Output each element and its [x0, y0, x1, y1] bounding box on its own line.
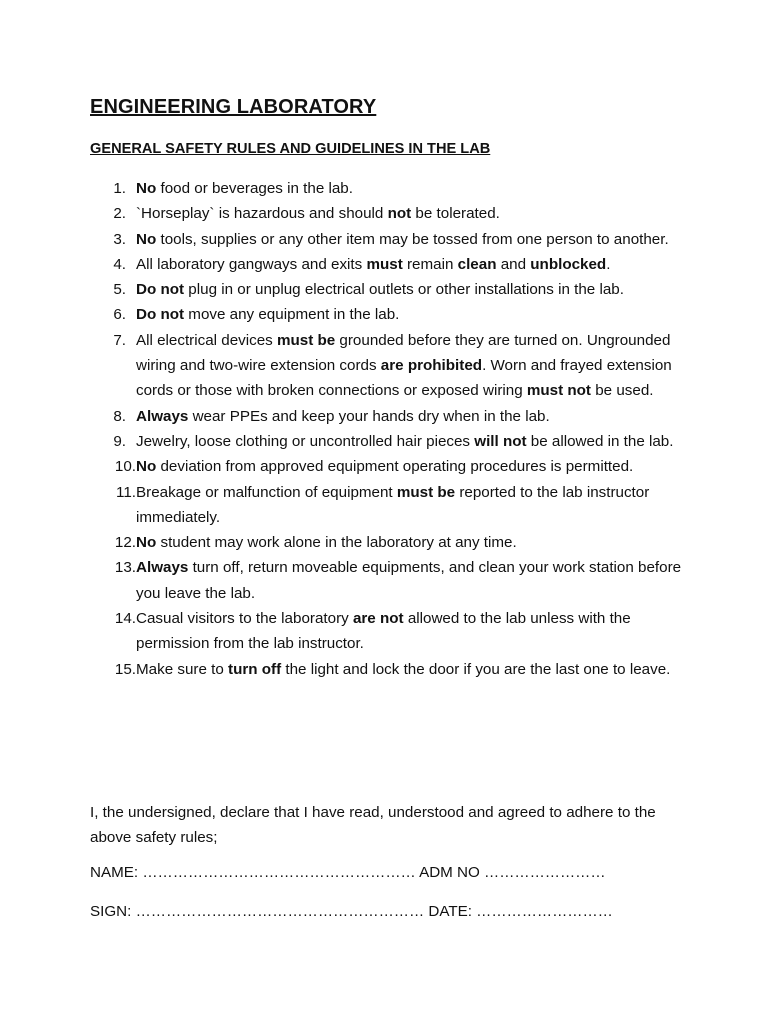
rule-number: 8. [113, 407, 126, 425]
rule-number: 3. [113, 230, 126, 248]
rule-number: 12. [114, 534, 136, 552]
rule-text: Do not move any equipment in the lab. [136, 306, 400, 324]
section-subtitle: GENERAL SAFETY RULES AND GUIDELINES IN THE LAB [90, 141, 491, 157]
sign-date-line: SIGN: ………………………………………………… DATE: ……………………… [90, 903, 613, 920]
rule-item [90, 606, 700, 657]
rule-item [90, 277, 700, 302]
rule-number: 5. [113, 281, 126, 299]
rule-item [90, 404, 700, 429]
rule-text: `Horseplay` is hazardous and should not be tolerated. [136, 205, 500, 223]
rule-text: Always turn off, return moveable equipments, and clean your work station before you leave the lab. [136, 559, 682, 602]
rule-number: 6. [113, 306, 126, 324]
rule-item [90, 657, 700, 682]
rule-item [90, 252, 700, 277]
declaration-text: I, the undersigned, declare that I have read, understood and agreed to adhere to the above safety rules; [90, 804, 656, 846]
rule-text: No deviation from approved equipment operating procedures is permitted. [136, 458, 634, 476]
rule-item [90, 454, 700, 479]
rule-item [90, 429, 700, 454]
rule-number: 10. [114, 458, 136, 476]
rule-text: Always wear PPEs and keep your hands dry when in the lab. [136, 407, 550, 425]
rule-item [90, 480, 700, 531]
page-title: ENGINEERING LABORATORY [90, 96, 377, 118]
rule-number: 4. [113, 255, 126, 273]
rule-item [90, 302, 700, 327]
rule-text: No tools, supplies or any other item may be tossed from one person to another. [136, 230, 669, 248]
rule-item [90, 201, 700, 226]
rule-item [90, 555, 700, 606]
rule-number: 15. [114, 660, 136, 678]
rule-item [90, 328, 700, 404]
rules-list [90, 176, 700, 682]
rule-text: Breakage or malfunction of equipment must be reported to the lab instructor immediately. [136, 483, 650, 526]
rule-item [90, 530, 700, 555]
rule-number: 1. [113, 180, 126, 197]
rule-number: 9. [113, 432, 126, 450]
rule-item [90, 176, 700, 201]
rule-number: 13. [114, 559, 136, 577]
name-adm-line: NAME: ……………………………………………… ADM NO …………………… [90, 864, 606, 881]
rule-number: 14. [114, 610, 136, 628]
rule-text: Make sure to turn off the light and lock the door if you are the last one to leave. [136, 660, 671, 678]
rule-text: No student may work alone in the laboratory at any time. [136, 534, 517, 552]
rule-item [90, 227, 700, 252]
rule-number: 7. [113, 331, 126, 349]
rule-text: Casual visitors to the laboratory are not allowed to the lab unless with the permission from the lab instructor. [136, 610, 631, 653]
rule-text: All laboratory gangways and exits must remain clean and unblocked. [136, 255, 611, 273]
rule-text: Jewelry, loose clothing or uncontrolled hair pieces will not be allowed in the lab. [136, 432, 674, 450]
rule-text: No food or beverages in the lab. [136, 180, 353, 197]
rule-text: All electrical devices must be grounded before they are turned on. Ungrounded wiring and two-wire extension cords are prohibited. Worn and frayed extension cords or those with broken connections or exposed wiring must not be used. [136, 331, 672, 400]
rule-text: Do not plug in or unplug electrical outlets or other installations in the lab. [136, 281, 624, 299]
rule-number: 11. [116, 483, 136, 501]
rule-number: 2. [113, 205, 126, 223]
